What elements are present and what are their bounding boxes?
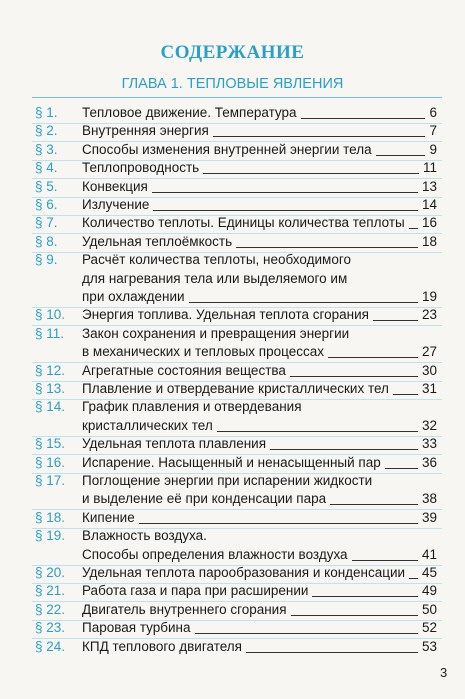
leader-line — [330, 504, 418, 505]
section-title: кристаллических тел — [82, 417, 213, 433]
section-number: § 2. — [35, 123, 58, 139]
toc-entry-line — [0, 251, 465, 269]
section-number: § 16. — [35, 454, 66, 470]
toc-entry-line — [0, 582, 465, 600]
toc-entry-line — [0, 546, 465, 564]
section-title: Удельная теплоёмкость — [82, 233, 233, 249]
section-title: Влажность воздуха. — [82, 528, 207, 544]
toc-entry-line — [0, 564, 465, 582]
leader-line — [301, 118, 426, 119]
section-page-number: 49 — [421, 583, 437, 599]
toc-entry-line — [0, 104, 465, 122]
leader-line — [312, 596, 418, 597]
section-number: § 9. — [35, 252, 58, 268]
section-number: § 23. — [35, 620, 66, 636]
section-number: § 5. — [35, 178, 58, 194]
toc-entry-line — [0, 214, 465, 232]
leader-line — [328, 357, 418, 358]
toc-entry-line — [0, 619, 465, 637]
leader-line — [153, 210, 418, 211]
leader-line — [373, 320, 418, 321]
section-title: Испарение. Насыщенный и ненасыщенный пар — [82, 454, 381, 470]
section-number: § 4. — [35, 160, 58, 176]
toc-entry-line — [0, 435, 465, 453]
chapter-rule — [32, 97, 442, 98]
section-title: Кипение — [82, 509, 135, 525]
leader-line — [203, 173, 419, 174]
leader-line — [189, 302, 418, 303]
section-page-number: 45 — [421, 565, 437, 580]
section-title: Расчёт количества теплоты, необходимого — [82, 252, 351, 268]
section-title: и выделение её при конденсации пара — [82, 491, 327, 507]
section-number: § 21. — [35, 583, 66, 599]
section-number: § 24. — [35, 638, 66, 654]
toc-entry-line — [0, 472, 465, 490]
toc-entry-line — [0, 270, 465, 288]
toc-entry-line — [0, 343, 465, 361]
section-title: Теплопроводность — [82, 160, 200, 176]
section-page-number: 19 — [421, 288, 437, 304]
leader-line — [409, 228, 418, 229]
leader-line — [213, 136, 426, 137]
leader-line — [385, 468, 418, 469]
toc-entry-line — [0, 398, 465, 416]
section-title: при охлаждении — [82, 288, 185, 304]
section-number: § 7. — [35, 215, 58, 231]
section-title: Двигатель внутреннего сгорания — [82, 601, 287, 617]
section-number: § 22. — [35, 601, 66, 617]
toc-entry-line — [0, 196, 465, 214]
leader-line — [352, 560, 418, 561]
section-number: § 1. — [35, 105, 58, 120]
toc-entry-line — [0, 159, 465, 177]
section-title: Внутренняя энергия — [82, 123, 209, 139]
section-page-number: 33 — [421, 436, 437, 452]
section-number: § 13. — [35, 381, 66, 396]
section-title: График плавления и отвердевания — [82, 399, 302, 415]
section-page-number: 9 — [429, 141, 437, 157]
section-number: § 19. — [35, 528, 66, 544]
leader-line — [270, 449, 418, 450]
section-page-number: 7 — [429, 123, 437, 139]
toc-entry-line — [0, 601, 465, 619]
section-title: КПД теплового двигателя — [82, 638, 242, 654]
section-number: § 6. — [35, 197, 58, 212]
section-title: Тепловое движение. Температура — [82, 105, 297, 120]
section-title: Способы определения влажности воздуха — [82, 546, 348, 562]
section-page-number: 13 — [421, 178, 437, 194]
leader-line — [376, 155, 426, 156]
toc-entry-line — [0, 288, 465, 306]
toc-entry-line — [0, 527, 465, 545]
section-page-number: 11 — [422, 160, 437, 176]
toc-entry-line — [0, 509, 465, 527]
leader-line — [291, 615, 418, 616]
leader-line — [195, 633, 418, 634]
section-title: Количество теплоты. Единицы количества теплоты — [82, 215, 405, 231]
page-number: 3 — [440, 665, 448, 680]
leader-line — [246, 652, 418, 653]
section-title: Способы изменения внутренней энергии тела — [82, 141, 372, 157]
section-page-number: 16 — [421, 215, 437, 231]
section-page-number: 27 — [421, 344, 437, 360]
leader-line — [236, 247, 418, 248]
section-number: § 12. — [35, 362, 66, 378]
section-page-number: 53 — [421, 638, 437, 654]
toc-entry-line — [0, 141, 465, 159]
section-page-number: 30 — [421, 362, 437, 378]
section-number: § 14. — [35, 399, 66, 415]
section-title: Энергия топлива. Удельная теплота сгорания — [82, 307, 369, 323]
section-number: § 18. — [35, 509, 66, 525]
toc-entry-line — [0, 380, 465, 398]
toc-entry-line — [0, 122, 465, 140]
section-title: Конвекция — [82, 178, 148, 194]
section-title: Работа газа и пара при расширении — [82, 583, 309, 599]
chapter-heading: ГЛАВА 1. ТЕПЛОВЫЕ ЯВЛЕНИЯ — [121, 76, 344, 92]
section-number: § 10. — [35, 307, 66, 323]
leader-line — [393, 394, 418, 395]
leader-line — [152, 192, 418, 193]
toc-entry-line — [0, 178, 465, 196]
toc-entry-line — [0, 362, 465, 380]
section-page-number: 31 — [421, 381, 437, 396]
leader-line — [217, 431, 418, 432]
toc-entry-line — [0, 325, 465, 343]
section-page-number: 23 — [421, 307, 437, 323]
section-title: для нагревания тела или выделяемого им — [82, 270, 348, 286]
section-page-number: 38 — [421, 491, 437, 507]
toc-entry-line — [0, 638, 465, 656]
toc-entry-line — [0, 490, 465, 508]
toc-entry-line — [0, 233, 465, 251]
section-number: § 20. — [35, 565, 66, 580]
section-title: Удельная теплота парообразования и конденсации — [82, 565, 406, 580]
page-title: СОДЕРЖАНИЕ — [160, 42, 305, 63]
section-page-number: 14 — [421, 197, 437, 212]
section-title: в механических и тепловых процессах — [82, 344, 324, 360]
toc-entry-line — [0, 417, 465, 435]
section-number: § 15. — [35, 436, 66, 452]
section-page-number: 36 — [421, 454, 437, 470]
section-title: Удельная теплота плавления — [82, 436, 267, 452]
section-number: § 17. — [35, 473, 66, 488]
toc-entry-line — [0, 454, 465, 472]
section-page-number: 50 — [421, 601, 437, 617]
section-page-number: 6 — [429, 105, 437, 120]
section-title: Закон сохранения и превращения энергии — [82, 325, 350, 341]
section-title: Плавление и отвердевание кристаллических тел — [82, 381, 389, 396]
toc-entry-line — [0, 306, 465, 324]
section-title: Поглощение энергии при испарении жидкости — [82, 473, 373, 488]
section-page-number: 32 — [421, 417, 437, 433]
section-number: § 3. — [35, 141, 58, 157]
leader-line — [409, 578, 418, 579]
leader-line — [139, 523, 418, 524]
section-title: Излучение — [82, 197, 150, 212]
leader-line — [290, 376, 418, 377]
section-title: Агрегатные состояния вещества — [82, 362, 286, 378]
section-number: § 8. — [35, 233, 58, 249]
section-title: Паровая турбина — [82, 620, 191, 636]
section-page-number: 18 — [421, 233, 437, 249]
section-number: § 11. — [35, 325, 65, 341]
section-page-number: 41 — [421, 546, 437, 562]
section-page-number: 39 — [421, 509, 437, 525]
section-page-number: 52 — [421, 620, 437, 636]
